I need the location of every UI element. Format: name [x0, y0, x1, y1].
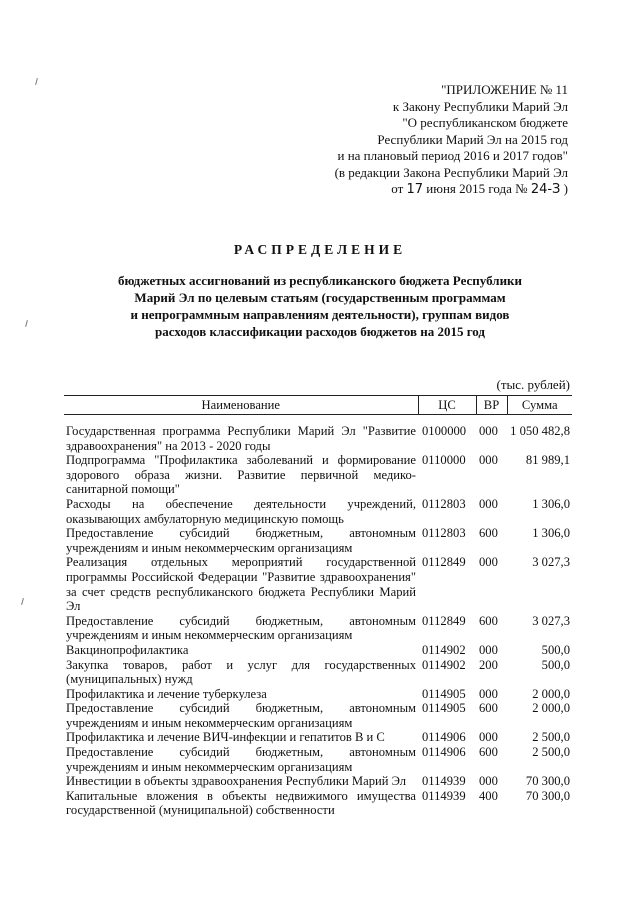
header-sum: Сумма	[507, 396, 572, 415]
sum-cell: 2 000,0	[532, 701, 570, 716]
table-row	[64, 453, 572, 497]
header-cs: ЦС	[418, 396, 476, 415]
vr-cell: 600	[479, 613, 498, 628]
vr-cell: 000	[479, 453, 498, 468]
cs-cell: 0114902	[422, 642, 466, 657]
name-cell: Реализация отдельных мероприятий государственной программы Российской Федерации "Развитие здравоохранения" за счет средств республиканского бюджета Республики Марий Эл	[66, 555, 416, 614]
document-title: РАСПРЕДЕЛЕНИЕ	[233, 242, 407, 257]
date-month-year: июня 2015 года №	[426, 181, 528, 196]
appendix-line: и на плановый период 2016 и 2017 годов"	[337, 148, 568, 163]
header-vr: ВР	[476, 396, 507, 415]
sum-cell: 3 027,3	[532, 555, 570, 570]
sum-cell: 2 500,0	[532, 730, 570, 745]
name-cell: Государственная программа Республики Марий Эл "Развитие здравоохранения" на 2013 - 2020 годы	[66, 424, 416, 453]
vr-cell: 000	[479, 686, 498, 701]
vr-cell: 000	[479, 730, 498, 745]
cs-cell: 0114939	[422, 774, 466, 789]
name-cell: Профилактика и лечение ВИЧ-инфекции и гепатитов В и С	[66, 730, 385, 745]
appendix-header	[335, 82, 568, 199]
name-cell: Предоставление субсидий бюджетным, автономным учреждениям и иным некоммерческим организациям	[66, 745, 416, 774]
subtitle-line: Марий Эл по целевым статьям (государственным программам	[134, 290, 506, 305]
sum-cell: 70 300,0	[525, 774, 570, 789]
sum-cell: 1 306,0	[532, 496, 570, 511]
sum-cell: 2 500,0	[532, 745, 570, 760]
table-row	[64, 687, 572, 702]
subtitle-line: и непрограммным направлениям деятельности), группам видов	[130, 307, 510, 322]
vr-cell: 600	[479, 526, 498, 541]
table-row	[64, 614, 572, 643]
table-row	[64, 555, 572, 613]
appendix-line: (в редакции Закона Республики Марий Эл	[334, 164, 568, 180]
cs-cell: 0114905	[422, 686, 466, 701]
cs-cell: 0112803	[422, 526, 466, 541]
vr-cell: 000	[479, 642, 498, 657]
name-cell: Предоставление субсидий бюджетным, автономным учреждениям и иным некоммерческим организациям	[66, 613, 416, 643]
vr-cell: 200	[479, 657, 498, 672]
name-cell: Расходы на обеспечение деятельности учреждений, оказывающих амбулаторную медицинскую помощь	[66, 496, 416, 526]
sum-cell: 3 027,3	[532, 613, 570, 628]
cs-cell: 0114939	[422, 788, 466, 803]
table-row	[64, 701, 572, 730]
cs-cell: 0114902	[422, 657, 466, 672]
cs-cell: 0112849	[422, 555, 466, 570]
table-row	[64, 415, 572, 454]
header-name: Наименование	[64, 396, 418, 415]
appendix-line: Республики Марий Эл на 2015 год	[377, 131, 568, 147]
subtitle-line: расходов классификации расходов бюджетов на 2015 год	[154, 324, 485, 339]
table-row	[64, 497, 572, 526]
vr-cell: 600	[479, 701, 498, 716]
scan-mark	[25, 320, 28, 327]
cs-cell: 0112803	[422, 496, 466, 511]
scan-mark	[35, 78, 38, 85]
cs-cell: 0114906	[422, 730, 466, 745]
cs-cell: 0100000	[422, 424, 467, 438]
cs-cell: 0114906	[422, 745, 466, 760]
name-cell: Закупка товаров, работ и услуг для государственных (муниципальных) нужд	[66, 657, 416, 687]
sum-cell: 81 989,1	[525, 453, 570, 468]
vr-cell: 000	[479, 424, 498, 438]
appendix-date-line	[335, 181, 568, 199]
date-suffix: )	[563, 181, 568, 196]
appendix-line: к Закону Республики Марий Эл	[392, 98, 568, 114]
sum-cell: 2 000,0	[532, 686, 570, 701]
table-row	[64, 774, 572, 789]
name-cell: Капитальные вложения в объекты недвижимого имущества государственной (муниципальной) собственности	[66, 788, 416, 818]
appendix-line: "О республиканском бюджете	[402, 115, 568, 130]
budget-table	[64, 395, 572, 818]
cs-cell: 0110000	[422, 453, 466, 468]
table-row	[64, 789, 572, 818]
cs-cell: 0114905	[422, 701, 466, 716]
document-subtitle	[80, 272, 560, 340]
cs-cell: 0112849	[422, 613, 466, 628]
table-header-row	[64, 396, 572, 415]
units-label: (тыс. рублей)	[496, 377, 570, 392]
sum-cell: 70 300,0	[525, 788, 570, 803]
vr-cell: 000	[479, 774, 498, 789]
sum-cell: 1 050 482,8	[510, 424, 570, 438]
name-cell: Профилактика и лечение туберкулеза	[66, 686, 267, 701]
sum-cell: 1 306,0	[532, 526, 570, 541]
name-cell: Предоставление субсидий бюджетным, автономным учреждениям и иным некоммерческим организациям	[66, 701, 416, 730]
scan-mark	[21, 598, 24, 605]
vr-cell: 400	[479, 788, 498, 803]
name-cell: Предоставление субсидий бюджетным, автономным учреждениям и иным некоммерческим организациям	[66, 526, 416, 555]
table-row	[64, 658, 572, 687]
name-cell: Инвестиции в объекты здравоохранения Республики Марий Эл	[66, 774, 407, 789]
subtitle-line: бюджетных ассигнований из республиканского бюджета Республики	[117, 273, 523, 288]
vr-cell: 000	[479, 555, 498, 570]
table-row	[64, 730, 572, 745]
law-number: 24-З	[530, 182, 561, 197]
date-day: 17	[406, 182, 424, 197]
sum-cell: 500,0	[541, 657, 570, 672]
table-row	[64, 526, 572, 555]
table-row	[64, 643, 572, 658]
sum-cell: 500,0	[541, 642, 570, 657]
vr-cell: 600	[479, 745, 498, 760]
vr-cell: 000	[479, 496, 498, 511]
name-cell: Вакцинопрофилактика	[66, 642, 189, 657]
date-prefix: от	[391, 181, 404, 196]
appendix-line: "ПРИЛОЖЕНИЕ № 11	[441, 82, 568, 97]
table-row	[64, 745, 572, 774]
name-cell: Подпрограмма "Профилактика заболеваний и формирование здорового образа жизни. Развитие первичной медико-санитарной помощи"	[66, 453, 416, 497]
